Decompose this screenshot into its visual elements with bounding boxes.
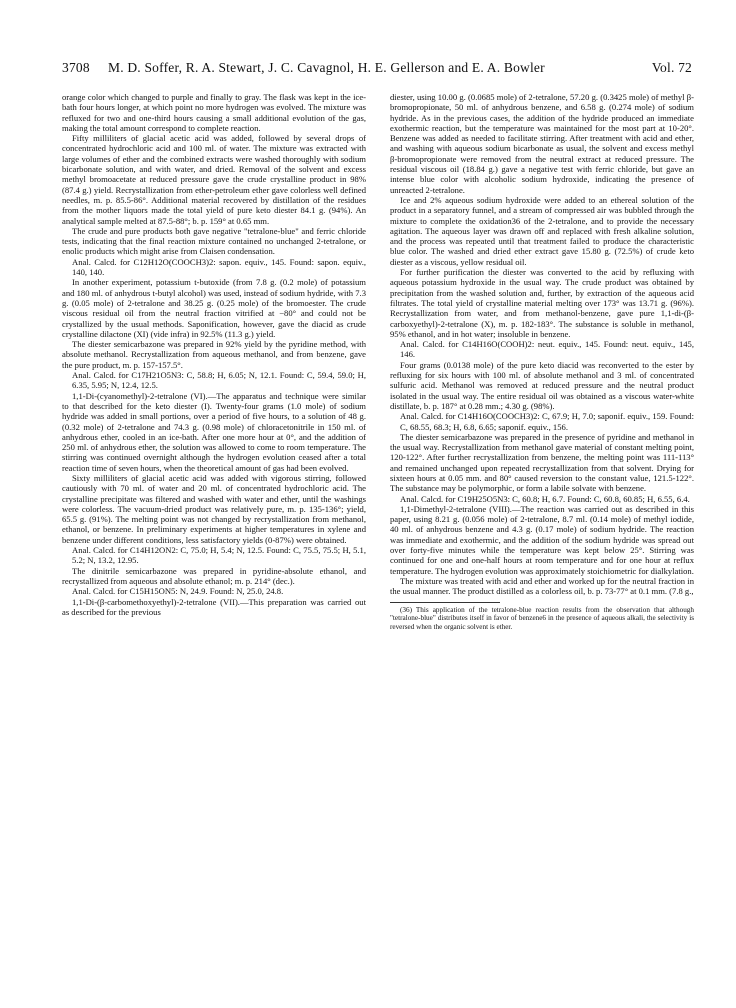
- analysis-line: Anal. Calcd. for C14H16O(COOCH3)2: C, 67.9; H, 7.0; saponif. equiv., 159. Found: C, 68.55, 68.3; H, 6.8, 6.65; saponif. equiv., 156.: [400, 411, 694, 432]
- left-column: [62, 92, 366, 617]
- paragraph: The crude and pure products both gave negative "tetralone-blue" and ferric chloride tests, indicating that the final reaction mixture contained no unchanged 2-tetralone, or enolic products which might arise from Claisen condensation.: [62, 225, 366, 257]
- paragraph: 1,1-Di-(β-carbomethoxyethyl)-2-tetralone (VII).—This preparation was carried out as described for the previous: [62, 596, 366, 617]
- page-number: 3708: [62, 60, 90, 75]
- analysis-line: Anal. Calcd. for C15H15ON5: N, 24.9. Found: N, 25.0, 24.8.: [72, 586, 284, 597]
- paragraph: Sixty milliliters of glacial acetic acid was added with vigorous stirring, followed cautiously with 70 ml. of water and 20 ml. of concentrated hydrochloric acid. The crystalline precipitate was filtered and washed with water and ether, until the washings were colorless. The vacuum-dried product was relatively pure, m. p. 135-136°; yield, 65.5 g. (91%). The melting point was not changed by recrystallization from methanol, ethanol, or benzene. In preliminary experiments at higher temperatures in xylene and benzene under different conditions, less satisfactory yields (0-87%) were obtained.: [62, 472, 366, 545]
- right-column: [390, 92, 694, 631]
- footnote-divider: [390, 602, 500, 603]
- paragraph: The mixture was treated with acid and ether and worked up for the neutral fraction in the usual manner. The product distilled as a colorless oil, b. p. 73-77° at 0.1 mm. (7.8 g.,: [390, 575, 694, 597]
- paragraph: The diester semicarbazone was prepared in 92% yield by the pyridine method, with absolute methanol. Recrystallization from aqueous methanol, and from benzene, gave the pure product, m. p. 157-157.5°.: [62, 339, 366, 370]
- paragraph: Four grams (0.0138 mole) of the pure keto diacid was reconverted to the ester by refluxing for six hours with 100 ml. of absolute methanol and 3 ml. of concentrated sulfuric acid. Methanol was removed at reduced pressure and the neutral product isolated in the usual way. The entire residual oil was obtained as a viscous water-white distillate, b. p. 187° at 0.28 mm.; 4.30 g. (98%).: [390, 359, 694, 411]
- analysis-line: Anal. Calcd. for C19H25O5N3: C, 60.8; H, 6.7. Found: C, 60.8, 60.85; H, 6.55, 6.4.: [400, 493, 690, 504]
- footnote: (36) This application of the tetralone-blue reaction results from the observation that although "tetralone-blue" distributes itself in favor of benzene6 in the presence of aqueous alkali, the selectivity is reversed when the organic solvent is ether.: [390, 605, 694, 631]
- paragraph: In another experiment, potassium t-butoxide (from 7.8 g. (0.2 mole) of potassium and 180 ml. of anhydrous t-butyl alcohol) was used, instead of sodium hydride, with 7.3 g. (0.05 mole) of 2-tetralone and 38.25 g. (0.25 mole) of the bromoester. The crude viscous residual oil from the neutral fraction vitrified at −80° and could not be crystallized by the usual methods. Saponification, however, gave the diacid as crude crystalline dilactone (XI) (vide infra) in 92.5% (11.3 g.) yield.: [62, 277, 366, 339]
- author-line: M. D. Soffer, R. A. Stewart, J. C. Cavagnol, H. E. Gellerson and E. A. Bowler: [108, 60, 545, 75]
- paragraph: The dinitrile semicarbazone was prepared in pyridine-absolute ethanol, and recrystallized from aqueous and absolute ethanol; m. p. 214° (dec.).: [62, 565, 366, 586]
- paragraph: The diester semicarbazone was prepared in the presence of pyridine and methanol in the usual way. Recrystallization from methanol gave material of constant melting point, 120-122°. After further recrystallization from benzene, the melting point was 111-113° and remained unchanged upon repeated recrystallization from that solvent. Drying for sixteen hours at 0.05 mm. and 80° caused reversion to the constant value, 121.5-122°. The substance may be polymorphic, or form a labile solvate with benzene.: [390, 431, 694, 494]
- analysis-line: Anal. Calcd. for C12H12O(COOCH3)2: sapon. equiv., 145. Found: sapon. equiv., 140, 140.: [72, 256, 366, 278]
- analysis-line: Anal. Calcd. for C14H12ON2: C, 75.0; H, 5.4; N, 12.5. Found: C, 75.5, 75.5; H, 5.1, 5.2; N, 13.2, 12.95.: [72, 545, 366, 566]
- paragraph: 1,1-Di-(cyanomethyl)-2-tetralone (VI).—The apparatus and technique were similar to that described for the keto diester (I). Twenty-four grams (1.0 mole) of sodium hydride was added in small portions, over a period of five hours, to a solution of 48 g. (0.32 mole) of 2-tetralone and 74.3 g. (0.98 mole) of chloracetonitrile in 150 ml. of anhydrous ether, cooled in an ice-bath. After one more hour at 0°, and the addition of 250 ml. of anhydrous ether, the solution was allowed to come to room temperature. The stirring was continued overnight although the hydrogen evolution ceased after a total reaction time of seven hours, when the theoretical amount of gas had been evolved.: [62, 390, 366, 473]
- paragraph: orange color which changed to purple and finally to gray. The flask was kept in the ice-bath four hours longer, at which point no more hydrogen was evolved. The mixture was refluxed for two and one-third hours causing a small additional evolution of the gas, making the total amount correspond to complete reaction.: [62, 92, 366, 133]
- paragraph: Fifty milliliters of glacial acetic acid was added, followed by several drops of concentrated hydrochloric acid and 100 ml. of water. The mixture was extracted with large volumes of ether and the combined extracts were washed thoroughly with sodium bicarbonate solution, and with water, and dried. Removal of the solvent and excess methyl bromoacetate at reduced pressure gave the crude crystalline product in 98% (87.4 g.) yield. Recrystallization from ether-petroleum ether gave colorless well defined needles, m. p. 85.5-86°. Additional material recovered by distillation of the residues from the mother liquors made the total yield of pure keto diester 84.1 g. (94%). An analytical sample melted at 87.5-88°; b. p. 159° at 0.65 mm.: [62, 133, 366, 226]
- running-header: [62, 60, 692, 74]
- volume-label: Vol. 72: [651, 60, 692, 75]
- paragraph: Ice and 2% aqueous sodium hydroxide were added to an ethereal solution of the product in a separatory funnel, and a stream of compressed air was bubbled through the mixture to complete the oxidation36 of the 2-tetralone, and to provide the necessary agitation. The aqueous layer was drawn off and replaced with fresh alkaline solution, and the process was repeated until that treatment failed to produce the characteristic blue color. The washed and dried ether extract gave 15.80 g. (72.5%) of crude keto diester as a viscous, yellow residual oil.: [390, 194, 694, 267]
- paragraph: diester, using 10.00 g. (0.0685 mole) of 2-tetralone, 57.20 g. (0.3425 mole) of methyl β-bromopropionate, 50 ml. of anhydrous benzene, and 6.58 g. (0.274 mole) of sodium hydride. As in the previous cases, the addition of the hydride produced an immediate exothermic reaction, but the temperature was maintained for the most part at 10-20°. Benzene was added as needed to facilitate stirring. After treatment with acid and ether, and washing with aqueous sodium bicarbonate as usual, the solvent and excess methyl β-bromopropionate were removed from the neutral extract at reduced pressure. The residual viscous oil (18.84 g.) gave a negative test with ferric chloride, but gave an intense blue color with alcoholic sodium hydroxide, indicating the presence of unreacted 2-tetralone.: [390, 92, 694, 195]
- paragraph: 1,1-Dimethyl-2-tetralone (VIII).—The reaction was carried out as described in this paper, using 8.21 g. (0.056 mole) of 2-tetralone, 8.7 ml. (0.14 mole) of methyl iodide, 40 ml. of anhydrous benzene and 4.3 g. (0.17 mole) of sodium hydride. The reaction was immediate and exothermic, and the addition of the sodium hydride was spread out over forty-five minutes while the temperature was kept below 25°. Stirring was continued for one and one-half hours at room temperature and for one hour at reflux temperature. The hydrogen evolution was approximately stoichiometric for dialkylation.: [390, 503, 694, 576]
- analysis-line: Anal. Calcd. for C14H16O(COOH)2: neut. equiv., 145. Found: neut. equiv., 145, 146.: [400, 339, 694, 360]
- analysis-line: Anal. Calcd. for C17H21O5N3: C, 58.8; H, 6.05; N, 12.1. Found: C, 59.4, 59.0; H, 6.35, 5.95; N, 12.4, 12.5.: [72, 370, 366, 391]
- paragraph: For further purification the diester was converted to the acid by refluxing with aqueous potassium hydroxide in the usual way. The crude product was obtained by precipitation from the washed solution and, further, by extraction of the aqueous acid filtrates. The total yield of crystalline material melting over 173° was 13.71 g. (96%). Recrystallization from water, and from methanol-benzene, gave pure 1,1-di-(β-carboxyethyl)-2-tetralone (X), m. p. 182-183°. The substance is soluble in methanol, 95% ethanol, and in hot water; insoluble in benzene.: [390, 267, 694, 339]
